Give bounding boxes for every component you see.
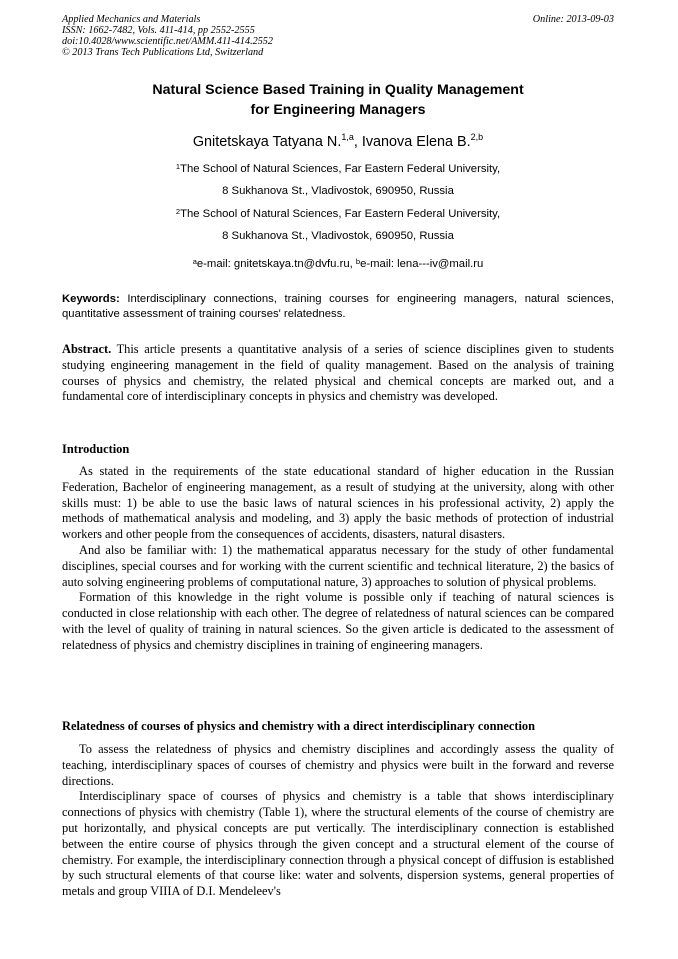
- section-2-heading: Relatedness of courses of physics and chemistry with a direct interdisciplinary connection: [62, 719, 536, 733]
- email-a-mark: a: [192, 257, 197, 266]
- introduction-body: [62, 464, 614, 654]
- keywords: [62, 292, 614, 322]
- section-2-paragraph-1: To assess the relatedness of physics and chemistry disciplines and accordingly assess the quality of teaching, interdisciplinary spaces of courses of chemistry and physics were built in the forward and reverse directions.: [62, 742, 614, 788]
- intro-paragraph-2: And also be familiar with: 1) the mathematical apparatus necessary for the study of other fundamental disciplines, special courses and for working with the current scientific and technical literature, 2) the basics of auto solving engineering problems of computational nature, 3) approaches to solution of physical problems.: [62, 542, 614, 589]
- abstract: [62, 342, 614, 405]
- copyright-line: © 2013 Trans Tech Publications Ltd, Switzerland: [62, 47, 264, 58]
- keywords-text: Interdisciplinary connections, training courses for engineering managers, natural sciences, quantitative assessment of training courses' relatedness.: [62, 293, 614, 320]
- affiliation-2: [62, 207, 614, 244]
- introduction-heading: Introduction: [62, 442, 130, 456]
- affiliation-1: [62, 162, 614, 199]
- affiliation-2-line-2: 8 Sukhanova St., Vladivostok, 690950, Russia: [222, 230, 454, 242]
- title-line-2: for Engineering Managers: [250, 102, 426, 118]
- paper-title: [62, 80, 614, 120]
- email-b[interactable]: e-mail: lena---iv@mail.ru: [360, 258, 484, 270]
- affiliation-2-line-1: The School of Natural Sciences, Far Eastern Federal University,: [180, 208, 501, 220]
- author-list: [62, 132, 614, 152]
- author-separator: ,: [353, 134, 362, 150]
- affiliation-2-mark: 2: [175, 207, 181, 216]
- journal-header: [62, 14, 614, 58]
- email-a[interactable]: e-mail: gnitetskaya.tn@dvfu.ru,: [196, 258, 353, 270]
- journal-name: Applied Mechanics and Materials: [62, 14, 201, 25]
- intro-paragraph-3: Formation of this knowledge in the right volume is possible only if teaching of natural sciences is conducted in close relationship with each other. The degree of relatedness of natural sciences can be compared with the level of quality of training in natural sciences. So the given article is dedicated to the assessment of relatedness of physics and chemistry disciplines in training of engineering managers.: [62, 590, 614, 652]
- section-2-paragraph-2: Interdisciplinary space of courses of physics and chemistry is a table that shows interdisciplinary connections of physics with chemistry (Table 1), where the structural elements of the course of chemistry are put horizontally, and physical concepts are put vertically. The interdisciplinary connection is established between the entire course of physics through the given concept and a structural element of the course of chemistry. For example, the interdisciplinary connection through a physical concept of diffusion is established by such structural elements of that course like: water and solvents, dispersion systems, general properties of metals and group VIIIA of D.I. Mendeleev's: [62, 789, 614, 899]
- affiliation-1-line-2: 8 Sukhanova St., Vladivostok, 690950, Russia: [222, 185, 454, 197]
- author-2-affil: 2,b: [470, 132, 484, 142]
- affiliation-1-line-1: The School of Natural Sciences, Far Eastern Federal University,: [180, 163, 501, 175]
- keywords-label: Keywords:: [62, 293, 120, 305]
- email-line: [62, 257, 614, 272]
- abstract-text: This article presents a quantitative analysis of a series of science disciplines given to students studying engineering management in the field of quality management. Based on the analysis of training courses of physics and chemistry, the related physical and chemical concepts are marked out, and a fundamental core of interdisciplinary concepts in physics and chemistry was developed.: [62, 342, 615, 404]
- online-date: Online: 2013-09-03: [532, 14, 614, 25]
- author-1: Gnitetskaya Tatyana N.: [192, 134, 342, 150]
- author-2: Ivanova Elena B.: [361, 134, 471, 150]
- abstract-label: Abstract.: [62, 342, 112, 356]
- email-b-mark: b: [355, 257, 361, 266]
- author-1-affil: 1,a: [341, 132, 354, 142]
- intro-paragraph-1: As stated in the requirements of the state educational standard of higher education in the Russian Federation, Bachelor of engineering management, as a result of studying at the university, along with other skills must: 1) be able to use the basic laws of natural sciences in his professional activity, 2) apply the methods of mathematical analysis and modeling, and 3) apply the basic methods of protection of industrial workers and other people from the consequences of accidents, disasters, natural disasters.: [62, 464, 614, 542]
- affiliation-1-mark: 1: [175, 162, 181, 171]
- doi-line[interactable]: doi:10.4028/www.scientific.net/AMM.411-414.2552: [62, 36, 273, 47]
- section-2-body: [62, 742, 614, 900]
- issn-line: ISSN: 1662-7482, Vols. 411-414, pp 2552-2555: [62, 25, 255, 36]
- title-line-1: Natural Science Based Training in Quality Management: [152, 82, 524, 98]
